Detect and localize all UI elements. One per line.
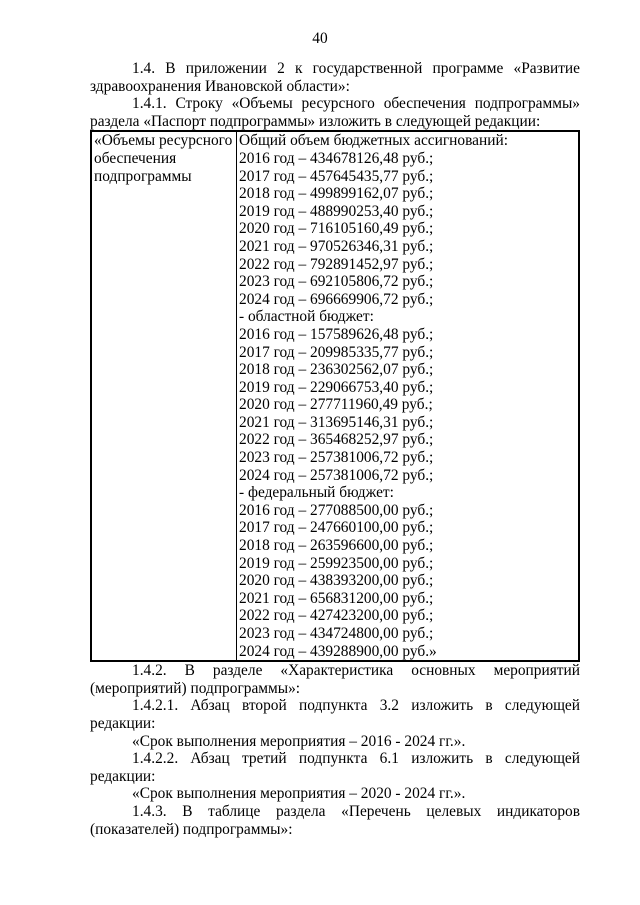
- table-line: 2016 год – 277088500,00 руб.;: [239, 501, 434, 519]
- page-number: 40: [312, 30, 328, 47]
- table-line: 2023 год – 692105806,72 руб.;: [239, 273, 434, 291]
- paragraph-1-4: 1.4. В приложении 2 к государственной программе «Развитие здравоохранения Ивановской области»:: [90, 60, 580, 95]
- quote-deadline-2016-2024: «Срок выполнения мероприятия – 2016 - 2024 гг.».: [132, 732, 466, 750]
- table-line: 2017 год – 457645435,77 руб.;: [239, 167, 434, 185]
- table-line: 2022 год – 792891452,97 руб.;: [239, 255, 434, 273]
- table-line: 2024 год – 696669906,72 руб.;: [239, 290, 434, 308]
- table-line: 2016 год – 157589626,48 руб.;: [239, 325, 434, 343]
- table-label-cell: «Объемы ресурсного обеспечения подпрограммы: [91, 131, 237, 661]
- table-line: 2023 год – 257381006,72 руб.;: [239, 449, 434, 467]
- table-line: 2019 год – 259923500,00 руб.;: [239, 554, 434, 572]
- paragraph-1-4-2: 1.4.2. В разделе «Характеристика основных мероприятий (мероприятий) подпрограммы»:: [90, 662, 580, 697]
- table-line: 2019 год – 488990253,40 руб.;: [239, 202, 434, 220]
- table-line: 2018 год – 263596600,00 руб.;: [239, 537, 434, 555]
- table-line: 2017 год – 247660100,00 руб.;: [239, 519, 434, 537]
- paragraph-1-4-2-2: 1.4.2.2. Абзац третий подпункта 6.1 изложить в следующей редакции:: [90, 750, 580, 785]
- table-line: - федеральный бюджет:: [239, 484, 394, 502]
- table-line: 2024 год – 439288900,00 руб.»: [239, 642, 437, 660]
- table-line: 2018 год – 236302562,07 руб.;: [239, 361, 434, 379]
- table-line: 2020 год – 716105160,49 руб.;: [239, 220, 434, 238]
- table-line: 2024 год – 257381006,72 руб.;: [239, 466, 434, 484]
- table-line: - областной бюджет:: [239, 308, 374, 326]
- paragraph-1-4-2-1: 1.4.2.1. Абзац второй подпункта 3.2 изложить в следующей редакции:: [90, 697, 580, 732]
- table-line: 2021 год – 656831200,00 руб.;: [239, 589, 434, 607]
- paragraph-1-4-3: 1.4.3. В таблице раздела «Перечень целевых индикаторов (показателей) подпрограммы»:: [90, 802, 580, 838]
- table-line: 2017 год – 209985335,77 руб.;: [239, 343, 434, 361]
- table-line: 2022 год – 427423200,00 руб.;: [239, 607, 434, 625]
- table-line: 2019 год – 229066753,40 руб.;: [239, 378, 434, 396]
- resource-table: [90, 130, 580, 662]
- table-line: 2021 год – 313695146,31 руб.;: [239, 413, 434, 431]
- paragraph-1-4-1: 1.4.1. Строку «Объемы ресурсного обеспечения подпрограммы» раздела «Паспорт подпрограммы» изложить в следующей редакции:: [90, 95, 580, 130]
- table-row: [91, 131, 579, 661]
- table-values-cell: [237, 131, 580, 661]
- table-line: 2021 год – 970526346,31 руб.;: [239, 237, 434, 255]
- document-body: [90, 60, 580, 838]
- table-line: Общий объем бюджетных ассигнований:: [239, 132, 508, 150]
- table-line: 2020 год – 277711960,49 руб.;: [239, 396, 433, 414]
- table-line: 2016 год – 434678126,48 руб.;: [239, 149, 434, 167]
- table-line: 2018 год – 499899162,07 руб.;: [239, 185, 434, 203]
- table-line: 2020 год – 438393200,00 руб.;: [239, 572, 434, 590]
- table-line: 2023 год – 434724800,00 руб.;: [239, 625, 434, 642]
- table-line: 2022 год – 365468252,97 руб.;: [239, 431, 434, 449]
- quote-deadline-2020-2024: «Срок выполнения мероприятия – 2020 - 2024 гг.».: [132, 785, 466, 803]
